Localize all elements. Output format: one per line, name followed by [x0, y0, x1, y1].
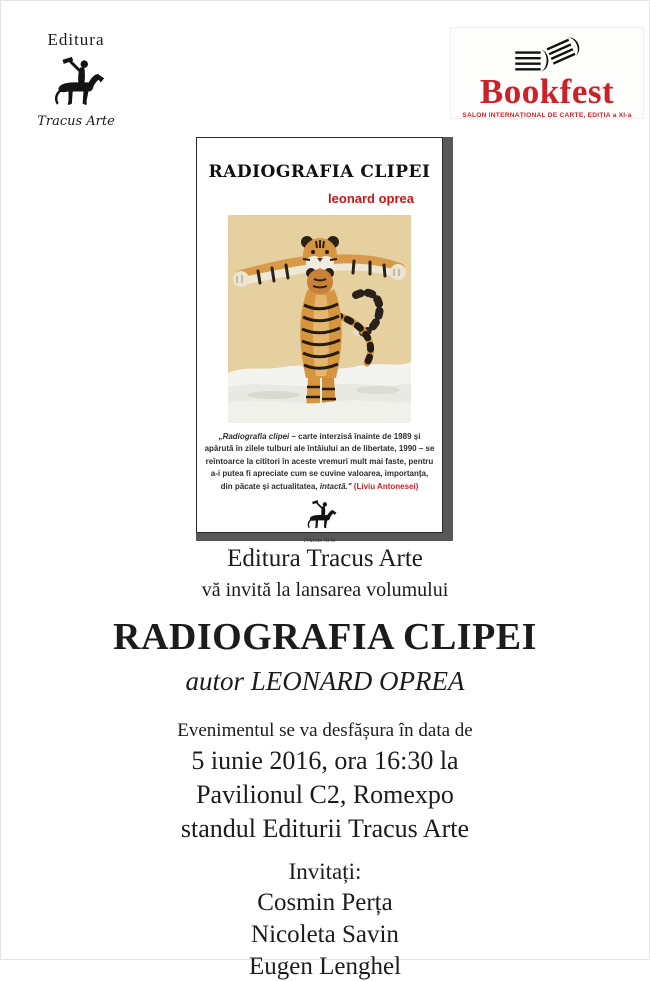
horseman-rider-icon-small [303, 500, 337, 532]
cover-quote [204, 431, 435, 493]
publisher-name-top: Editura [47, 30, 105, 49]
quote-attribution: (Liviu Antonesei) [353, 481, 419, 491]
publisher-line: Editura Tracus Arte [227, 545, 423, 572]
guests-label: Invitați: [288, 859, 362, 884]
event-intro-line: Evenimentul se va desfășura în data de [177, 720, 473, 741]
bookfest-logo-block [450, 27, 644, 119]
guest-name: Cosmin Perța [257, 889, 393, 916]
book-cover-shadow [196, 137, 453, 544]
quote-tail: intactă." [319, 481, 352, 491]
guest-name: Nicoleta Savin [251, 921, 399, 948]
book-title: RADIOGRAFIA CLIPEI [113, 616, 537, 658]
horseman-rider-icon [47, 56, 105, 112]
event-date-line: 5 iunie 2016, ora 16:30 la [191, 746, 459, 775]
publisher-logo-block [28, 30, 124, 129]
invitation-text [0, 545, 650, 981]
tigers-in-snow-image [228, 215, 411, 423]
cover-publisher-label: Tracus Arte [303, 537, 336, 544]
cover-title: RADIOGRAFIA CLIPEI [208, 162, 431, 182]
cover-author: leonard oprea [328, 191, 414, 206]
publisher-name-bottom: Tracus Arte [37, 114, 115, 129]
quote-body: – carte interzisă înainte de 1989 și apărută în zilele tulburi ale întâiului an de libertate, 1990 – se reîntoarce la cititori în aceste vremuri mult mai faste, pentru a-i putea fi apreciate cum se cuvine valoarea, importanța, din păcate și actualitatea, [204, 432, 435, 491]
cover-publisher-logo [197, 500, 442, 544]
event-stand-line: standul Editurii Tracus Arte [180, 814, 470, 843]
event-place-line: Pavilionul C2, Romexpo [196, 780, 454, 809]
bookfest-tagline: SALON INTERNAȚIONAL DE CARTE, EDIȚIA a XI-a [462, 112, 632, 119]
guest-name: Eugen Lenghel [248, 953, 402, 980]
book-cover [196, 137, 443, 544]
author-line: autor LEONARD OPREA [185, 666, 465, 696]
bookfest-name: Bookfest [479, 72, 615, 111]
quote-lead: „Radiografia clipei [218, 432, 290, 441]
invite-line: vă invită la lansarea volumului [201, 579, 449, 601]
